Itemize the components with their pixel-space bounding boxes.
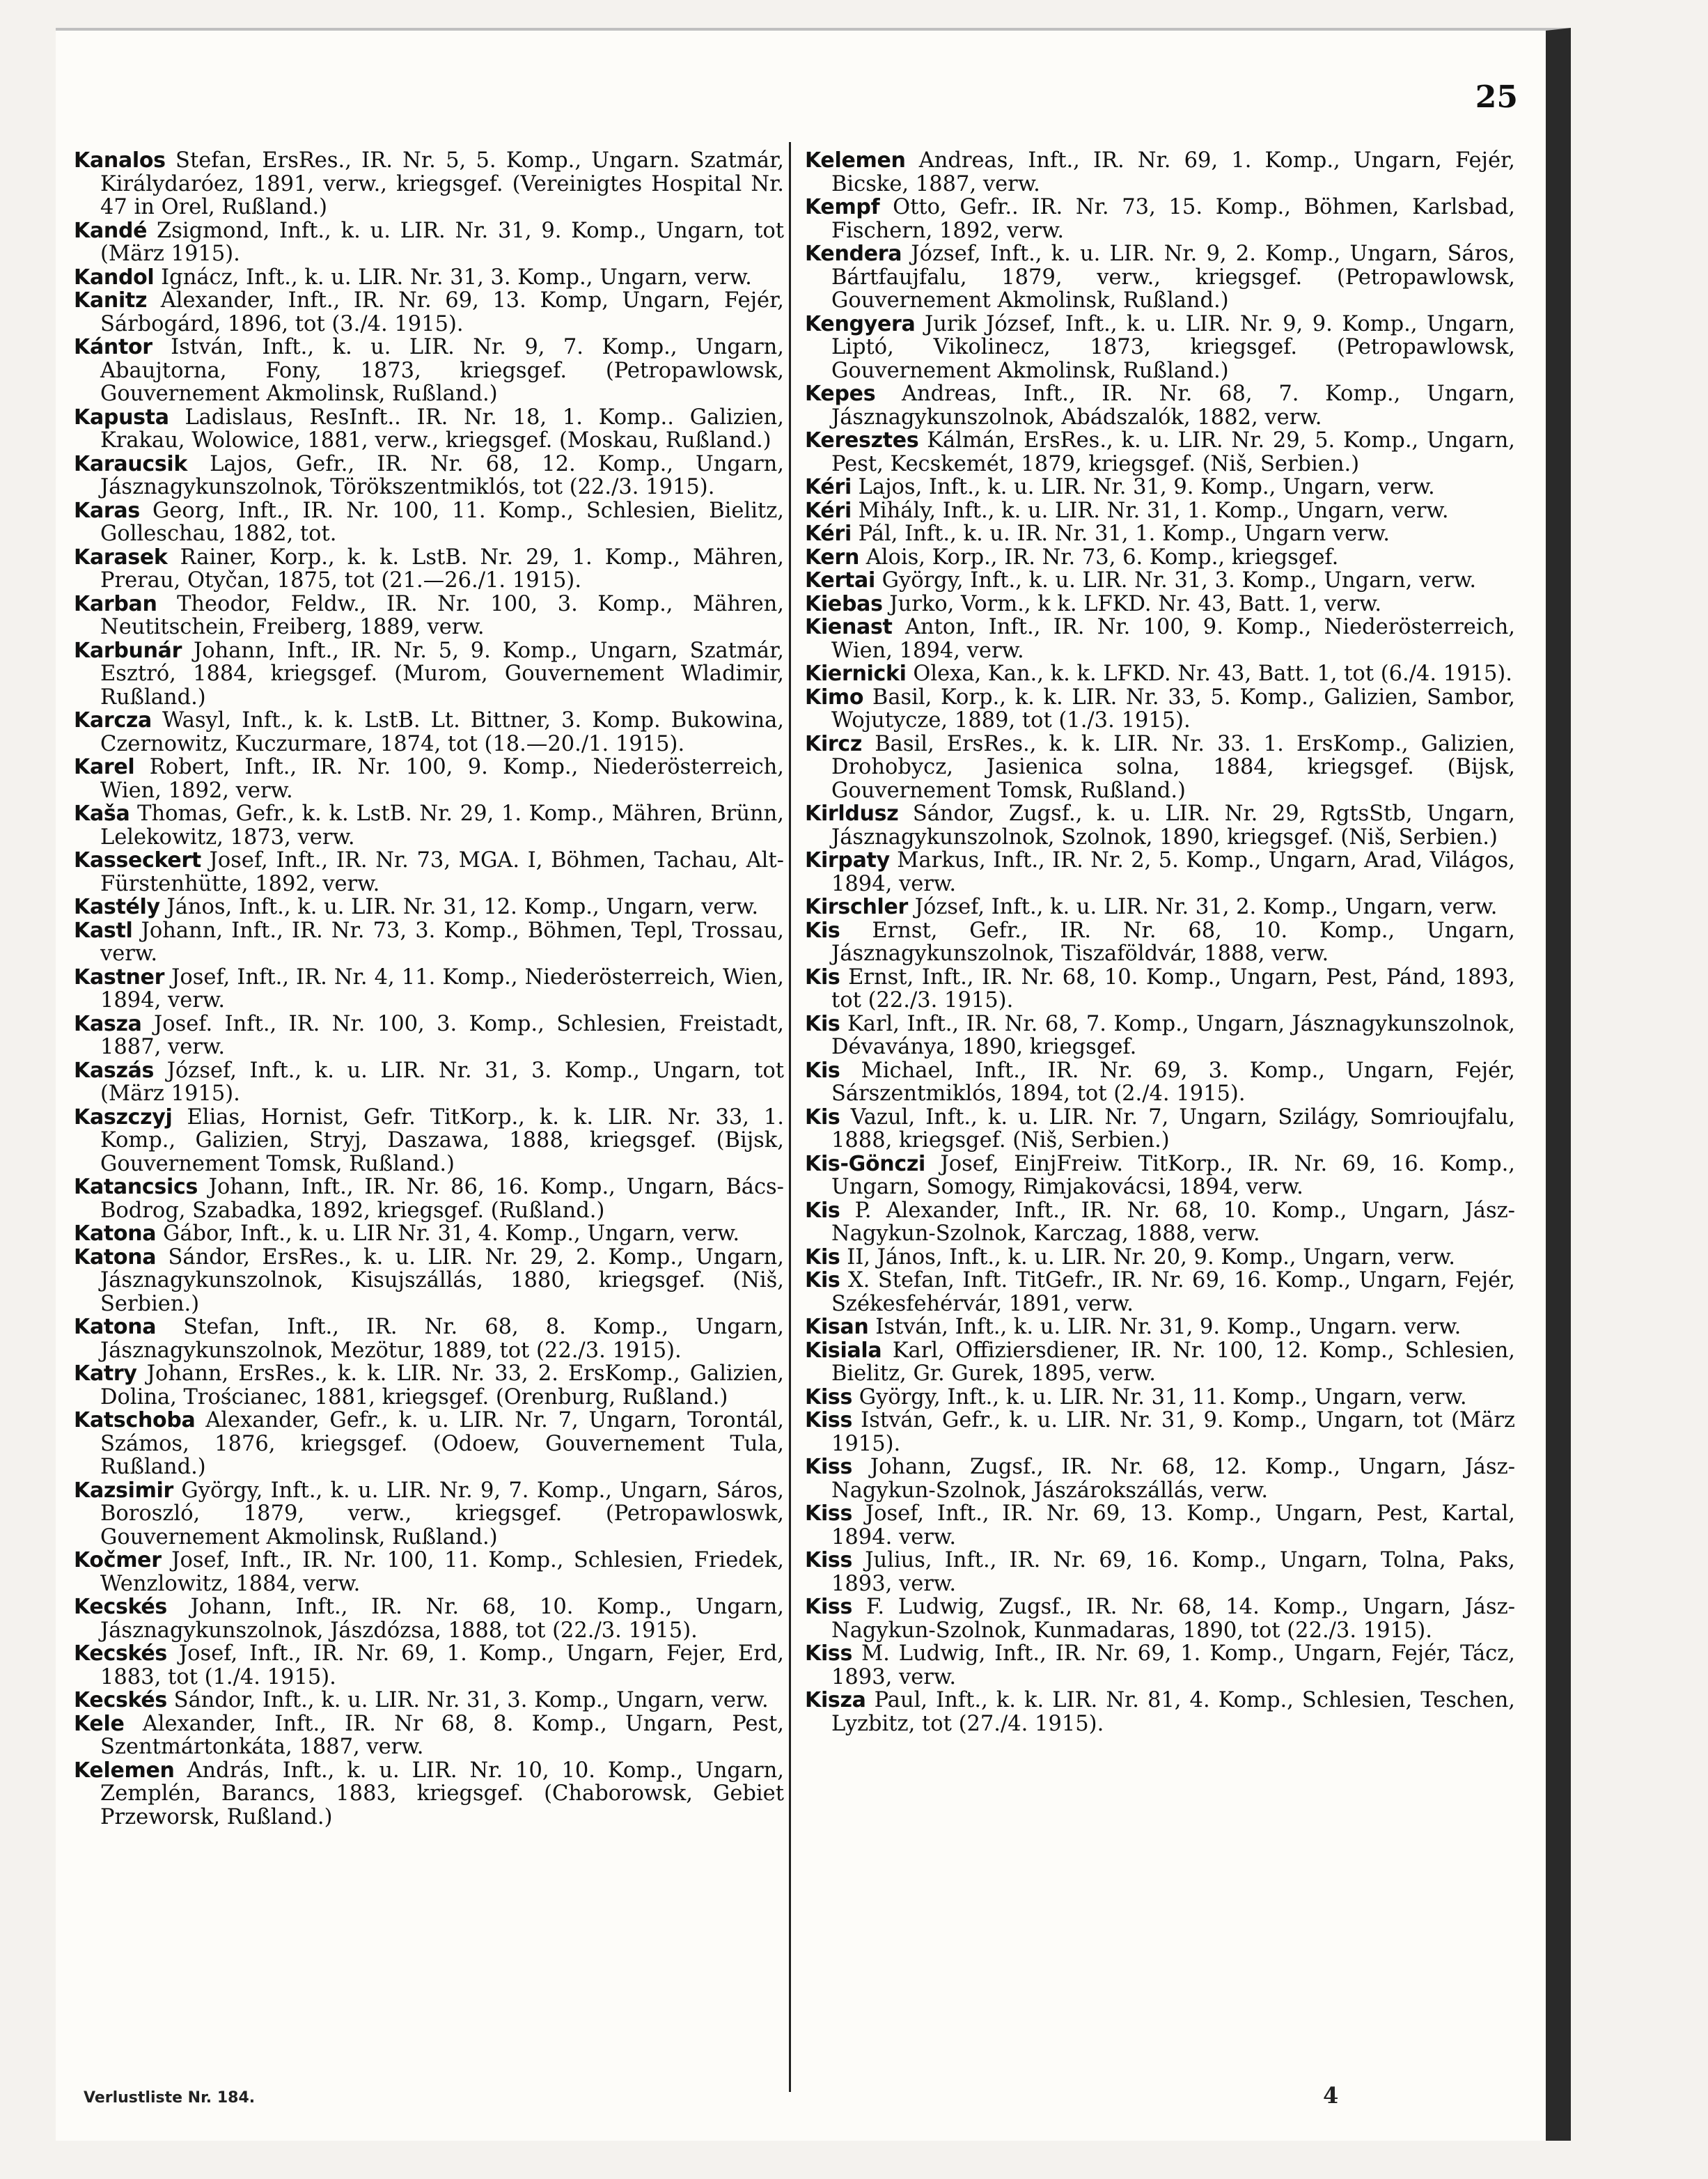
entry-details: István, Gefr., k. u. LIR. Nr. 31, 9. Komp., Ungarn, tot (März 1915). [831, 1408, 1515, 1456]
casualty-entry [74, 1222, 784, 1246]
casualty-entry [74, 219, 784, 266]
casualty-entry [805, 382, 1515, 429]
entry-details: Sándor, ErsRes., k. u. LIR. Nr. 29, 2. Komp., Ungarn, Jásznagykunszolnok, Kisujszállás, 1880, kriegsgef. (Niš, Serbien.) [100, 1244, 784, 1316]
casualty-entry [805, 1339, 1515, 1386]
entry-surname: Kisan [805, 1315, 869, 1339]
casualty-entry [74, 849, 784, 896]
casualty-entry [74, 1409, 784, 1479]
casualty-entry [805, 1013, 1515, 1059]
entry-surname: Kanalos [74, 148, 166, 173]
casualty-entry [805, 1502, 1515, 1549]
entry-details: Alexander, Inft., IR. Nr 68, 8. Komp., Ungarn, Pest, Szentmártonkáta, 1887, verw. [100, 1711, 784, 1759]
entry-details: Andreas, Inft., IR. Nr. 69, 1. Komp., Ungarn, Fejér, Bicske, 1887, verw. [831, 148, 1515, 196]
entry-details: Markus, Inft., IR. Nr. 2, 5. Komp., Ungarn, Arad, Világos, 1894, verw. [831, 848, 1515, 896]
entry-details: Josef, Inft., IR. Nr. 73, MGA. I, Böhmen, Tachau, Alt-Fürstenhütte, 1892, verw. [100, 848, 784, 896]
casualty-entry [74, 499, 784, 546]
casualty-entry [74, 453, 784, 499]
signature-mark: 4 [1323, 2082, 1339, 2109]
entry-surname: Kengyera [805, 311, 916, 336]
entry-details: Josef, Inft., IR. Nr. 69, 1. Komp., Ungarn, Fejer, Erd, 1883, tot (1./4. 1915). [100, 1641, 784, 1689]
entry-surname: Kendera [805, 242, 902, 266]
entry-details: Johann, Inft., IR. Nr. 68, 10. Komp., Ungarn, Jásznagykunszolnok, Jászdózsa, 1888, tot (22./3. 1915). [100, 1595, 785, 1643]
casualty-entry [74, 919, 784, 966]
entry-details: Johann, Inft., IR. Nr. 86, 16. Komp., Ungarn, Bács-Bodrog, Szabadka, 1892, kriegsgef. (Rußland.) [100, 1175, 784, 1223]
entry-surname: Kele [74, 1711, 125, 1736]
casualty-entry [805, 733, 1515, 803]
entry-details: Ernst, Gefr., IR. Nr. 68, 10. Komp., Ungarn, Jásznagykunszolnok, Tiszaföldvár, 1888, verw. [831, 918, 1515, 966]
entry-details: Johann, ErsRes., k. k. LIR. Nr. 33, 2. ErsKomp., Galizien, Dolina, Trościanec, 1881, kriegsgef. (Orenburg, Rußland.) [100, 1361, 784, 1409]
casualty-entry [805, 1549, 1515, 1595]
entry-surname: Kirschler [805, 895, 909, 919]
entry-details: Basil, Korp., k. k. LIR. Nr. 33, 5. Komp., Galizien, Sambor, Wojutycze, 1889, tot (1./3. 1915). [831, 685, 1515, 733]
entry-details: Lajos, Inft., k. u. LIR. Nr. 31, 9. Komp., Ungarn, verw. [858, 475, 1435, 499]
entry-details: András, Inft., k. u. LIR. Nr. 10, 10. Komp., Ungarn, Zemplén, Barancs, 1883, kriegsgef. (Chaborowsk, Gebiet Przeworsk, Rußland.) [100, 1758, 784, 1829]
entry-details: Josef. Inft., IR. Nr. 100, 3. Komp., Schlesien, Freistadt, 1887, verw. [100, 1011, 784, 1059]
entry-surname: Kastl [74, 918, 133, 943]
entry-details: Pál, Inft., k. u. IR. Nr. 31, 1. Komp., Ungarn verw. [858, 522, 1390, 546]
entry-surname: Kéri [805, 522, 852, 546]
entry-surname: Kisza [805, 1688, 866, 1712]
casualty-entry [74, 406, 784, 453]
entry-surname: Kis [805, 1011, 840, 1036]
entry-surname: Kiss [805, 1408, 853, 1432]
entry-surname: Kiss [805, 1641, 853, 1666]
entry-surname: Kepes [805, 382, 876, 406]
entry-details: György, Inft., k. u. LIR. Nr. 31, 11. Komp., Ungarn, verw. [859, 1384, 1467, 1409]
casualty-entry [74, 149, 784, 219]
entry-surname: Kecskés [74, 1688, 167, 1712]
entry-surname: Kircz [805, 731, 863, 756]
entry-surname: Kočmer [74, 1548, 162, 1572]
entry-surname: Kiss [805, 1548, 853, 1572]
entry-details: Johann, Inft., IR. Nr. 73, 3. Komp., Böhmen, Tepl, Trossau, verw. [100, 918, 784, 966]
casualty-entry [805, 849, 1515, 896]
entry-details: Zsigmond, Inft., k. u. LIR. Nr. 31, 9. Komp., Ungarn, tot (März 1915). [100, 218, 784, 266]
entry-surname: Kéri [805, 498, 852, 523]
entry-details: Stefan, Inft., IR. Nr. 68, 8. Komp., Ungarn, Jásznagykunszolnok, Mezötur, 1889, tot (22./3. 1915). [100, 1315, 784, 1363]
entry-details: Alexander, Inft., IR. Nr. 69, 13. Komp, Ungarn, Fejér, Sárbogárd, 1896, tot (3./4. 1915). [100, 288, 784, 336]
entry-details: Mihály, Inft., k. u. LIR. Nr. 31, 1. Komp., Ungarn, verw. [858, 498, 1449, 523]
entry-surname: Kienast [805, 615, 893, 639]
entry-details: Paul, Inft., k. k. LIR. Nr. 81, 4. Komp., Schlesien, Teschen, Lyzbitz, tot (27./4. 1915). [831, 1688, 1515, 1736]
entry-surname: Kandé [74, 218, 148, 243]
entry-details: Gábor, Inft., k. u. LIR Nr. 31, 4. Komp., Ungarn, verw. [162, 1221, 740, 1246]
casualty-entry [805, 1689, 1515, 1735]
entry-details: Lajos, Gefr., IR. Nr. 68, 12. Komp., Ungarn, Jásznagykunszolnok, Törökszentmiklós, tot (22./3. 1915). [100, 451, 784, 499]
entry-surname: Karas [74, 498, 140, 523]
casualty-entry [805, 1153, 1515, 1199]
entry-details: M. Ludwig, Inft., IR. Nr. 69, 1. Komp., Ungarn, Fejér, Tácz, 1893, verw. [831, 1641, 1515, 1689]
casualty-entry [74, 593, 784, 639]
casualty-entry [74, 1362, 784, 1409]
casualty-entry [805, 1199, 1515, 1246]
entry-details: Robert, Inft., IR. Nr. 100, 9. Komp., Niederösterreich, Wien, 1892, verw. [100, 755, 784, 803]
page-number: 25 [1475, 79, 1518, 115]
entry-surname: Kecskés [74, 1595, 167, 1619]
casualty-entry [805, 476, 1515, 499]
casualty-entry [74, 266, 784, 290]
casualty-entry [805, 1595, 1515, 1642]
entry-details: Anton, Inft., IR. Nr. 100, 9. Komp., Niederösterreich, Wien, 1894, verw. [831, 615, 1515, 663]
document-page [56, 28, 1571, 2141]
casualty-entry [805, 593, 1515, 616]
entry-surname: Kecskés [74, 1641, 167, 1666]
casualty-entry [74, 1315, 784, 1362]
entry-details: József, Inft., k. u. LIR. Nr. 9, 2. Komp., Ungarn, Sáros, Bártfaujfalu, 1879, verw., kriegsgef. (Petropawlowsk, Gouvernement Akmolinsk, Rußland.) [831, 242, 1515, 313]
entry-details: György, Inft., k. u. LIR. Nr. 31, 3. Komp., Ungarn, verw. [882, 568, 1477, 593]
casualty-entry [805, 966, 1515, 1013]
entry-details: Rainer, Korp., k. k. LstB. Nr. 29, 1. Komp., Mähren, Prerau, Otyčan, 1875, tot (21.—26./1. 1915). [100, 545, 784, 593]
casualty-entry [74, 1642, 784, 1689]
entry-details: Josef, Inft., IR. Nr. 100, 11. Komp., Schlesien, Friedek, Wenzlowitz, 1884, verw. [100, 1548, 784, 1596]
entry-surname: Kapusta [74, 405, 169, 430]
entry-details: Sándor, Zugsf., k. u. LIR. Nr. 29, RgtsStb, Ungarn, Jásznagykunszolnok, Szolnok, 1890, kriegsgef. (Niš, Serbien.) [831, 802, 1515, 850]
entry-details: Wasyl, Inft., k. k. LstB. Lt. Bittner, 3. Komp. Bukowina, Czernowitz, Kuczurmare, 1874, tot (18.—20./1. 1915). [100, 708, 784, 756]
entry-details: Elias, Hornist, Gefr. TitKorp., k. k. LIR. Nr. 33, 1. Komp., Galizien, Stryj, Daszawa, 1888, kriegsgef. (Bijsk, Gouvernement Tomsk, Rußland.) [100, 1104, 784, 1176]
entry-details: Alexander, Gefr., k. u. LIR. Nr. 7, Ungarn, Torontál, Számos, 1876, kriegsgef. (Odoew, Gouvernement Tula, Rußland.) [100, 1408, 784, 1479]
entry-surname: Karcza [74, 708, 152, 733]
entry-surname: Kéri [805, 475, 852, 499]
casualty-entry [805, 919, 1515, 966]
entry-surname: Kaszczyj [74, 1104, 173, 1130]
entry-details: Kálmán, ErsRes., k. u. LIR. Nr. 29, 5. Komp., Ungarn, Pest, Kecskemét, 1879, kriegsgef. (Niš, Serbien.) [831, 428, 1515, 476]
casualty-entry [74, 1712, 784, 1759]
entry-surname: Kelemen [74, 1758, 175, 1783]
entry-surname: Kis-Gönczi [805, 1151, 925, 1176]
casualty-entry [74, 966, 784, 1013]
casualty-entry [74, 709, 784, 756]
casualty-entry [805, 1246, 1515, 1270]
entry-surname: Kiernicki [805, 662, 907, 686]
entry-surname: Kern [805, 545, 860, 570]
right-column [805, 149, 1515, 1735]
entry-surname: Kiss [805, 1384, 853, 1409]
entry-surname: Kandol [74, 265, 155, 290]
entry-details: X. Stefan, Inft. TitGefr., IR. Nr. 69, 16. Komp., Ungarn, Fejér, Székesfehérvár, 1891, verw. [831, 1268, 1516, 1316]
entry-surname: Kis [805, 1198, 840, 1223]
casualty-entry [74, 756, 784, 802]
entry-surname: Katona [74, 1244, 157, 1270]
entry-surname: Katona [74, 1221, 157, 1246]
entry-surname: Kanitz [74, 288, 148, 313]
entry-details: István, Inft., k. u. LIR. Nr. 9, 7. Komp., Ungarn, Abaujtorna, Fony, 1873, kriegsgef. (Petropawlowsk, Gouvernement Akmolinsk, Rußland.) [100, 335, 784, 406]
entry-surname: Karban [74, 591, 157, 616]
entry-details: Josef, EinjFreiw. TitKorp., IR. Nr. 69, 16. Komp., Ungarn, Somogy, Rimjakovácsi, 1894, verw. [831, 1151, 1515, 1199]
casualty-entry [805, 802, 1515, 849]
casualty-entry [805, 1386, 1515, 1409]
casualty-entry [805, 1269, 1515, 1315]
casualty-entry [805, 662, 1515, 686]
entry-surname: Kaszás [74, 1058, 155, 1083]
left-column [74, 149, 784, 1829]
entry-surname: Kaša [74, 802, 130, 826]
entry-surname: Kis [805, 964, 840, 990]
entry-surname: Kiebas [805, 591, 883, 616]
entry-details: Thomas, Gefr., k. k. LstB. Nr. 29, 1. Komp., Mähren, Brünn, Lelekowitz, 1873, verw. [100, 802, 784, 850]
entry-details: Otto, Gefr.. IR. Nr. 73, 15. Komp., Böhmen, Karlsbad, Fischern, 1892, verw. [831, 195, 1515, 243]
casualty-entry [805, 1642, 1515, 1689]
casualty-entry [74, 546, 784, 593]
casualty-entry [805, 1106, 1515, 1153]
casualty-entry [74, 1246, 784, 1316]
entry-details: Ladislaus, ResInft.. IR. Nr. 18, 1. Komp.. Galizien, Krakau, Wolowice, 1881, verw., kriegsgef. (Moskau, Rußland.) [100, 405, 784, 453]
casualty-entry [805, 546, 1515, 570]
entry-surname: Kántor [74, 335, 152, 359]
entry-details: F. Ludwig, Zugsf., IR. Nr. 68, 14. Komp., Ungarn, Jász-Nagykun-Szolnok, Kunmadaras, 1890, tot (22./3. 1915). [831, 1595, 1515, 1643]
entry-details: Olexa, Kan., k. k. LFKD. Nr. 43, Batt. 1, tot (6./4. 1915). [913, 662, 1512, 686]
casualty-entry [74, 1549, 784, 1595]
entry-details: Ernst, Inft., IR. Nr. 68, 10. Komp., Ungarn, Pest, Pánd, 1893, tot (22./3. 1915). [831, 964, 1515, 1013]
entry-surname: Kis [805, 1058, 840, 1083]
entry-surname: Kastély [74, 895, 160, 919]
casualty-entry [805, 569, 1515, 593]
casualty-entry [74, 896, 784, 919]
casualty-entry [74, 639, 784, 710]
entry-surname: Kis [805, 1244, 840, 1270]
entry-details: István, Inft., k. u. LIR. Nr. 31, 9. Komp., Ungarn. verw. [875, 1315, 1462, 1339]
list-label: Verlustliste Nr. 184. [84, 2089, 256, 2107]
casualty-entry [74, 1595, 784, 1642]
entry-details: Jurko, Vorm., k k. LFKD. Nr. 43, Batt. 1, verw. [889, 591, 1382, 616]
entry-details: Johann, Zugsf., IR. Nr. 68, 12. Komp., Ungarn, Jász-Nagykun-Szolnok, Jászárokszállás, verw. [831, 1455, 1516, 1503]
casualty-entry [74, 1013, 784, 1059]
entry-details: P. Alexander, Inft., IR. Nr. 68, 10. Komp., Ungarn, Jász-Nagykun-Szolnok, Karczag, 1888, verw. [831, 1198, 1515, 1246]
casualty-entry [74, 1059, 784, 1106]
entry-details: Andreas, Inft., IR. Nr. 68, 7. Komp., Ungarn, Jásznagykunszolnok, Abádszalók, 1882, verw. [831, 382, 1515, 430]
casualty-entry [805, 1455, 1515, 1502]
entry-surname: Karaucsik [74, 451, 188, 476]
entry-surname: Kazsimir [74, 1478, 174, 1503]
casualty-entry [805, 1315, 1515, 1339]
casualty-entry [805, 896, 1515, 919]
entry-surname: Katona [74, 1315, 157, 1339]
entry-details: Ignácz, Inft., k. u. LIR. Nr. 31, 3. Komp., Ungarn, verw. [161, 265, 752, 290]
casualty-entry [805, 313, 1515, 383]
entry-surname: Keresztes [805, 428, 919, 453]
casualty-entry [805, 616, 1515, 662]
entry-details: Josef, Inft., IR. Nr. 69, 13. Komp., Ungarn, Pest, Kartal, 1894. verw. [831, 1501, 1515, 1549]
entry-surname: Karasek [74, 545, 168, 570]
casualty-entry [805, 1059, 1515, 1106]
casualty-entry [805, 196, 1515, 242]
entry-surname: Kelemen [805, 148, 906, 173]
entry-details: II, János, Inft., k. u. LIR. Nr. 20, 9. Komp., Ungarn, verw. [847, 1244, 1455, 1270]
entry-surname: Katry [74, 1361, 137, 1386]
casualty-entry [805, 149, 1515, 196]
entry-surname: Kasza [74, 1011, 142, 1036]
entry-details: József, Inft., k. u. LIR. Nr. 31, 3. Komp., Ungarn, tot (März 1915). [100, 1058, 784, 1106]
entry-details: Karl, Offiziersdiener, IR. Nr. 100, 12. Komp., Schlesien, Bielitz, Gr. Gurek, 1895, verw. [831, 1338, 1515, 1386]
entry-surname: Karel [74, 755, 135, 779]
entry-surname: Katancsics [74, 1175, 198, 1199]
entry-surname: Kempf [805, 195, 880, 219]
entry-details: Jurik József, Inft., k. u. LIR. Nr. 9, 9. Komp., Ungarn, Liptó, Vikolinecz, 1873, kriegsgef. (Petropawlowsk, Gouvernement Akmolinsk, Rußland.) [831, 311, 1515, 383]
casualty-entry [805, 499, 1515, 523]
entry-details: Karl, Inft., IR. Nr. 68, 7. Komp., Ungarn, Jásznagykunszolnok, Dévaványa, 1890, kriegsgef. [831, 1011, 1515, 1059]
entry-surname: Kis [805, 1268, 840, 1292]
entry-surname: Kastner [74, 964, 165, 990]
entry-details: Josef, Inft., IR. Nr. 4, 11. Komp., Niederösterreich, Wien, 1894, verw. [100, 964, 784, 1013]
entry-details: Stefan, ErsRes., IR. Nr. 5, 5. Komp., Ungarn. Szatmár, Királydaróez, 1891, verw., kriegsgef. (Vereinigtes Hospital Nr. 47 in Orel, Rußland.) [100, 148, 784, 219]
entry-details: Michael, Inft., IR. Nr. 69, 3. Komp., Ungarn, Fejér, Sárszentmiklós, 1894, tot (2./4. 1915). [831, 1058, 1516, 1106]
entry-surname: Kimo [805, 685, 864, 710]
casualty-entry [74, 1759, 784, 1829]
entry-surname: Karbunár [74, 638, 182, 663]
column-divider [789, 142, 791, 2092]
entry-details: János, Inft., k. u. LIR. Nr. 31, 12. Komp., Ungarn, verw. [166, 895, 759, 919]
entry-surname: Katschoba [74, 1408, 196, 1432]
casualty-entry [805, 429, 1515, 476]
casualty-entry [805, 686, 1515, 733]
casualty-entry [805, 522, 1515, 546]
entry-surname: Kis [805, 918, 840, 943]
entry-details: Sándor, Inft., k. u. LIR. Nr. 31, 3. Komp., Ungarn, verw. [173, 1688, 769, 1712]
entry-details: József, Inft., k. u. LIR. Nr. 31, 2. Komp., Ungarn, verw. [914, 895, 1498, 919]
entry-details: Julius, Inft., IR. Nr. 69, 16. Komp., Ungarn, Tolna, Paks, 1893, verw. [831, 1548, 1515, 1596]
entry-surname: Kis [805, 1104, 840, 1130]
entry-surname: Kirpaty [805, 848, 890, 873]
entry-surname: Kiss [805, 1455, 853, 1479]
entry-surname: Kertai [805, 568, 875, 593]
casualty-entry [74, 802, 784, 849]
entry-surname: Kiss [805, 1501, 853, 1526]
entry-surname: Kisiala [805, 1338, 882, 1363]
entry-details: György, Inft., k. u. LIR. Nr. 9, 7. Komp., Ungarn, Sáros, Boroszló, 1879, verw., kriegsgef. (Petropawloswk, Gouvernement Akmolinsk, Rußland.) [100, 1478, 784, 1549]
casualty-entry [74, 289, 784, 336]
entry-details: Vazul, Inft., k. u. LIR. Nr. 7, Ungarn, Szilágy, Somrioujfalu, 1888, kriegsgef. (Niš, Serbien.) [831, 1104, 1515, 1153]
casualty-entry [74, 1689, 784, 1712]
entry-details: Georg, Inft., IR. Nr. 100, 11. Komp., Schlesien, Bielitz, Golleschau, 1882, tot. [100, 498, 784, 546]
casualty-entry [74, 1176, 784, 1222]
entry-details: Alois, Korp., IR. Nr. 73, 6. Komp., kriegsgef. [865, 545, 1339, 570]
entry-details: Johann, Inft., IR. Nr. 5, 9. Komp., Ungarn, Szatmár, Esztró, 1884, kriegsgef. (Murom, Gouvernement Wladimir, Rußland.) [100, 638, 784, 710]
entry-details: Theodor, Feldw., IR. Nr. 100, 3. Komp., Mähren, Neutitschein, Freiberg, 1889, verw. [100, 591, 784, 639]
casualty-entry [74, 1106, 784, 1176]
entry-details: Basil, ErsRes., k. k. LIR. Nr. 33. 1. ErsKomp., Galizien, Drohobycz, Jasienica solna, 1884, kriegsgef. (Bijsk, Gouvernement Tomsk, Rußland.) [831, 731, 1515, 803]
casualty-entry [805, 242, 1515, 313]
entry-surname: Kirldusz [805, 802, 899, 826]
casualty-entry [805, 1409, 1515, 1455]
casualty-entry [74, 336, 784, 406]
entry-surname: Kasseckert [74, 848, 201, 873]
entry-surname: Kiss [805, 1595, 853, 1619]
casualty-entry [74, 1479, 784, 1549]
